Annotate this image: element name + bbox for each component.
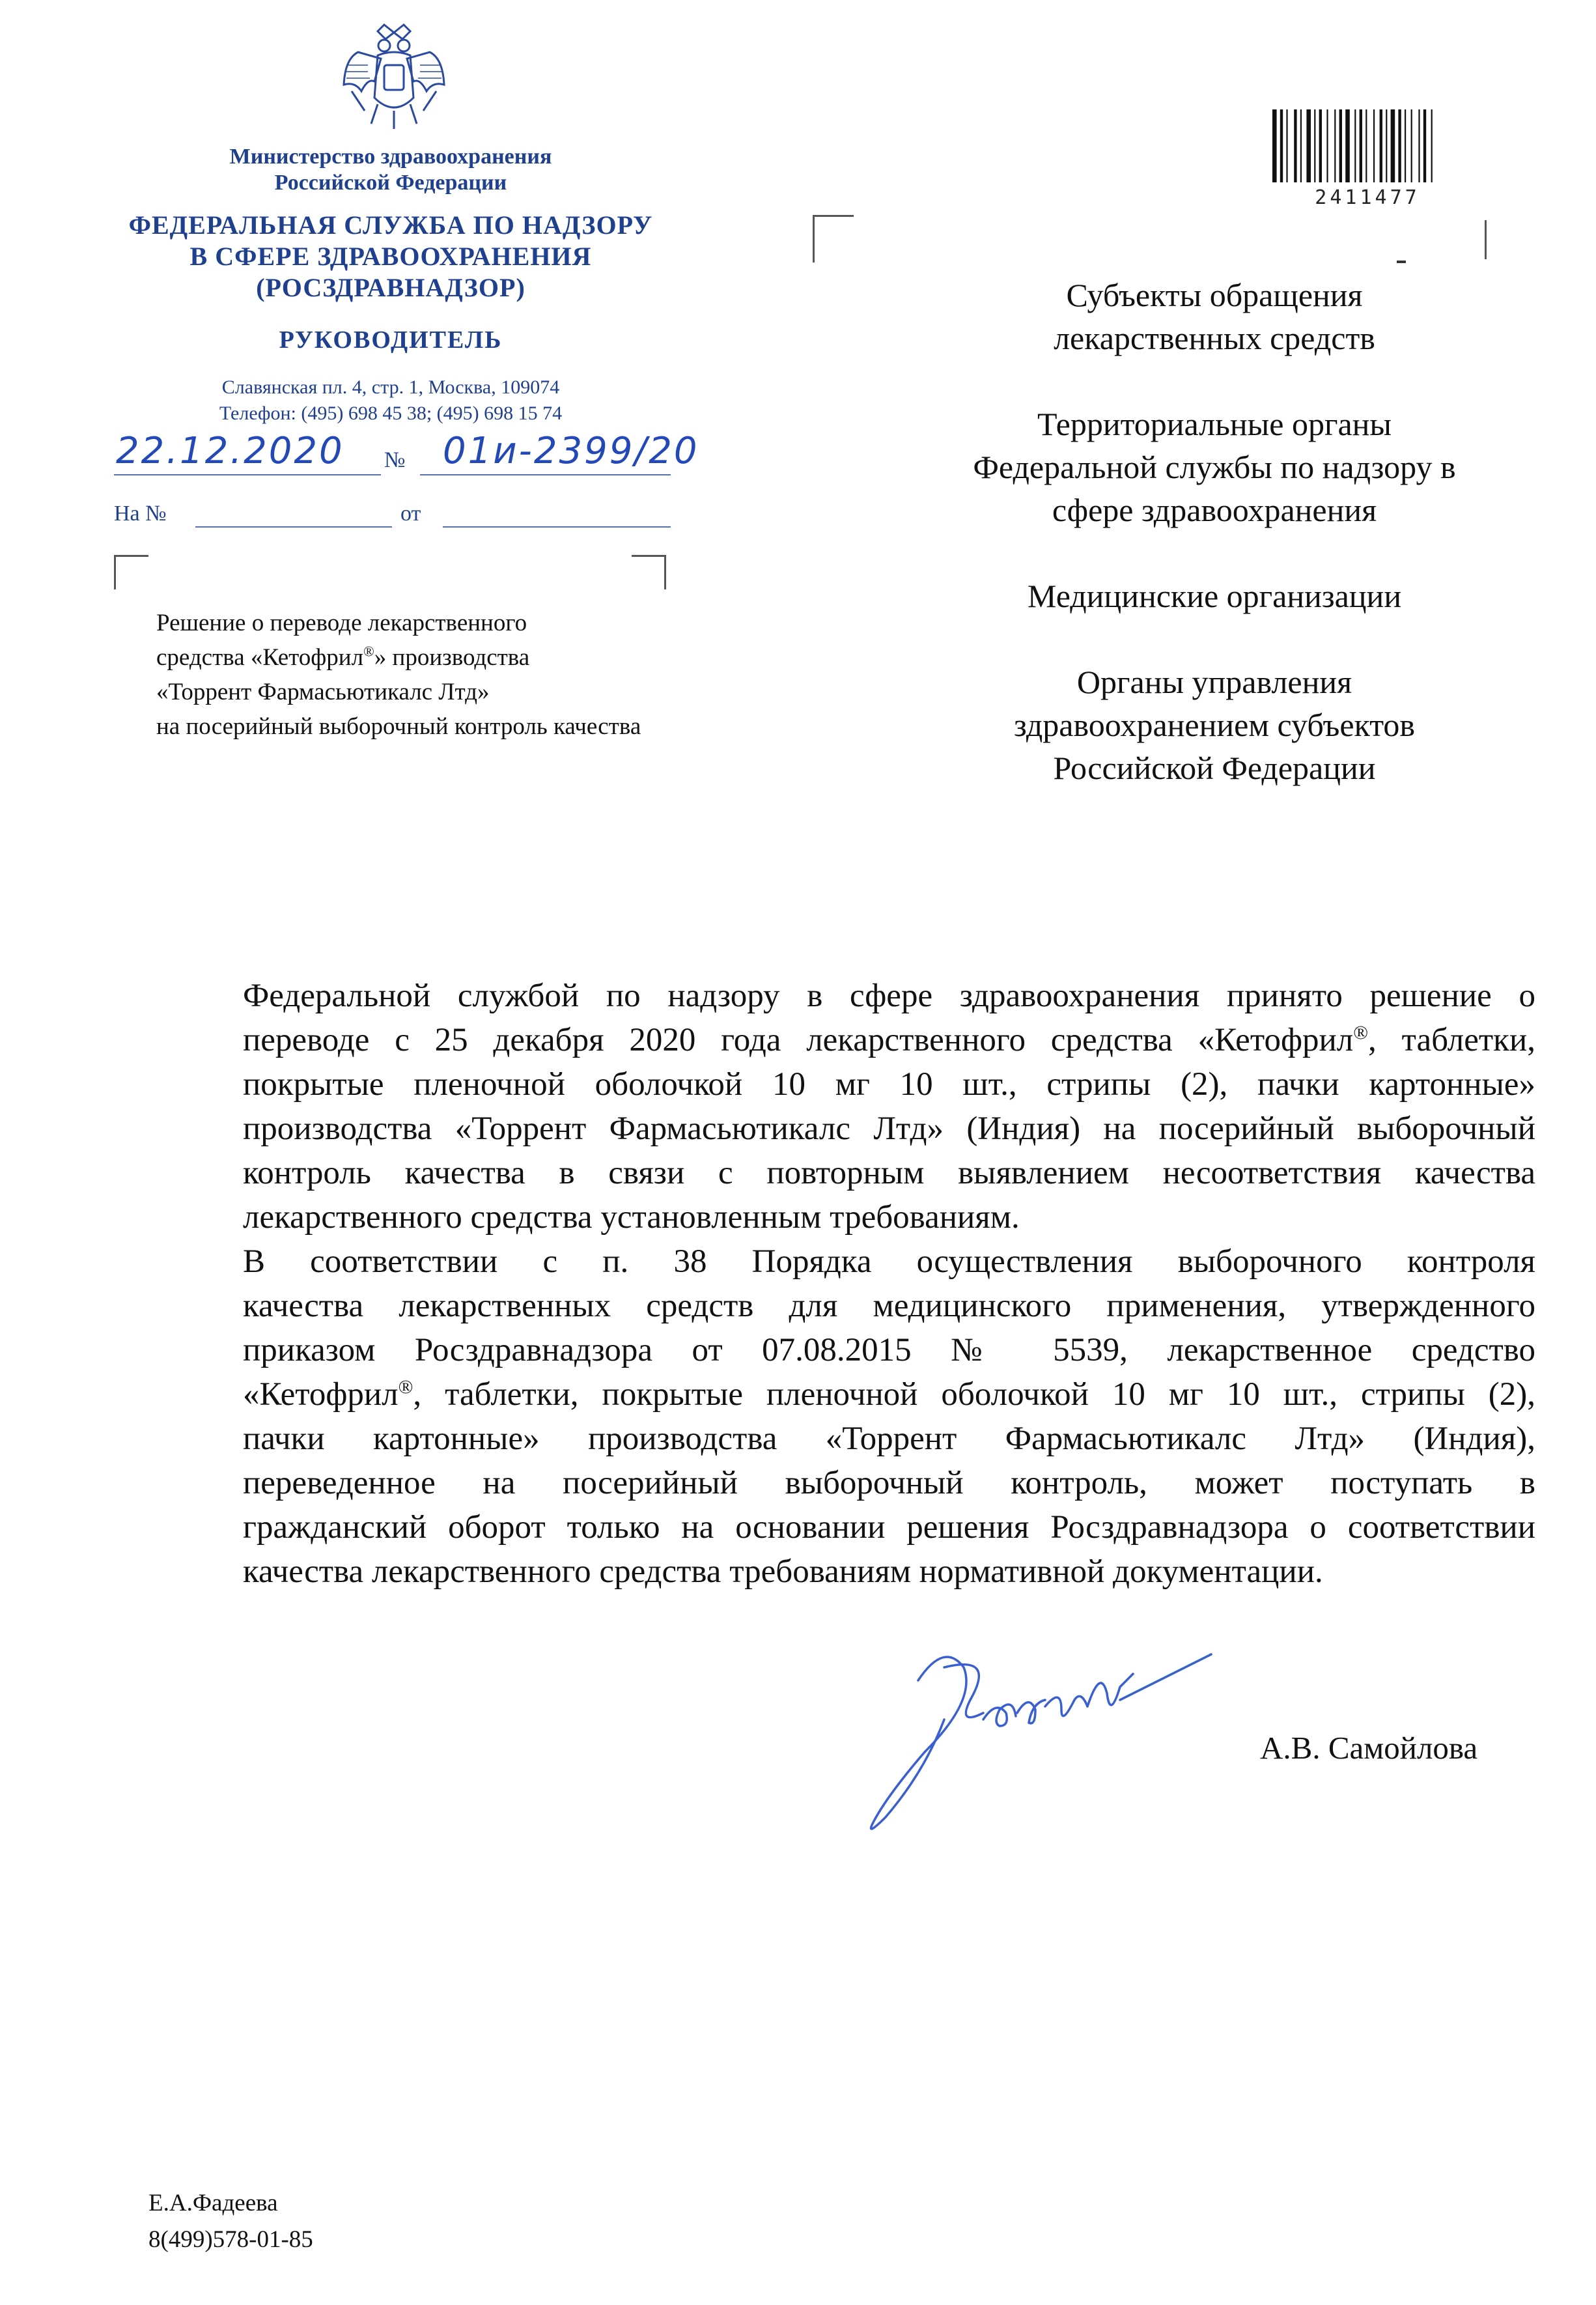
body-line: лекарственного средства установленным требованиям. — [243, 1199, 1020, 1236]
service-name-line1: ФЕДЕРАЛЬНАЯ СЛУЖБА ПО НАДЗОРУ — [128, 210, 653, 240]
executor-name: Е.А.Фадеева — [148, 2190, 278, 2216]
ministry-name-line2: Российской Федерации — [274, 171, 507, 195]
executor-info — [148, 2185, 313, 2258]
barcode-bar — [1314, 109, 1315, 182]
subject-line: на посерийный выборочный контроль качества — [156, 713, 641, 740]
subject — [156, 606, 807, 744]
barcode-bar — [1398, 109, 1401, 182]
addressee-line: Российской Федерации — [1053, 750, 1376, 786]
signer-name: А.В. Самойлова — [1260, 1730, 1478, 1766]
addressee-group — [873, 660, 1556, 789]
executor-phone: 8(499)578-01-85 — [148, 2226, 313, 2253]
body-line: переведенное на посерийный выборочный контроль, может поступать в — [243, 1465, 1535, 1501]
body-line: «Кетофрил®, таблетки, покрытые пленочной оболочкой 10 мг 10 шт., стрипы (2), — [243, 1376, 1535, 1413]
letter-body — [148, 974, 1535, 1594]
barcode-bar — [1286, 109, 1287, 182]
body-line: качества лекарственного средства требованиям нормативной документации. — [243, 1553, 1323, 1590]
barcode-bar — [1345, 109, 1350, 182]
barcode-bar — [1365, 109, 1367, 182]
registration-date: 22.12.2020 — [116, 430, 344, 472]
body-line: В соответствии с п. 38 Порядка осуществления выборочного контроля — [243, 1243, 1535, 1280]
address: Славянская пл. 4, стр. 1, Москва, 109074 — [221, 376, 560, 398]
barcode-bar — [1326, 109, 1328, 182]
corner-bracket-top-right — [632, 555, 666, 589]
body-line: гражданский оборот только на основании решения Росздравнадзора о соответствии — [243, 1509, 1535, 1546]
ref-from-label: от — [400, 502, 421, 526]
barcode-bar — [1391, 109, 1395, 182]
subject-line: средства «Кетофрил®» производства — [156, 643, 530, 671]
addressee-line: Территориальные органы — [1037, 406, 1392, 442]
body-line: Федеральной службой по надзору в сфере здравоохранения принято решение о — [243, 978, 1535, 1014]
registration-number: 01и-2399/20 — [443, 430, 699, 472]
corner-bracket-address-right — [1439, 220, 1487, 259]
barcode-bar — [1386, 109, 1387, 182]
service-name-line3: (РОСЗДРАВНАДЗОР) — [256, 273, 525, 302]
subject-line: «Торрент Фармасьютикалс Лтд» — [156, 679, 490, 705]
barcode-bar — [1431, 109, 1433, 182]
body-line: покрытые пленочной оболочкой 10 мг 10 шт., стрипы (2), пачки картонные» — [243, 1066, 1535, 1103]
barcode-bar — [1423, 109, 1426, 182]
subject-line: Решение о переводе лекарственного — [156, 610, 527, 636]
position-title: РУКОВОДИТЕЛЬ — [279, 326, 503, 354]
body-line: контроль качества в связи с повторным выявлением несоответствия качества — [243, 1155, 1535, 1191]
number-sign: № — [384, 448, 406, 472]
barcode-bar — [1319, 109, 1322, 182]
barcode-bar — [1354, 109, 1356, 182]
body-line: производства «Торрент Фармасьютикалс Лтд» (Индия) на посерийный выборочный — [243, 1110, 1535, 1147]
body-line: пачки картонные» производства «Торрент Фармасьютикалс Лтд» (Индия), — [243, 1421, 1535, 1457]
addressee-line: здравоохранением субъектов — [1013, 707, 1416, 743]
handwritten-signature — [847, 1628, 1263, 1837]
barcode-bar — [1280, 109, 1283, 182]
barcode-bar — [1405, 109, 1406, 182]
phone: Телефон: (495) 698 45 38; (495) 698 15 74 — [219, 403, 563, 424]
corner-bracket-address-left — [813, 215, 854, 262]
barcode-bar — [1418, 109, 1420, 182]
addressee-line: Субъекты обращения — [1066, 277, 1363, 313]
barcode-bar — [1272, 109, 1277, 182]
barcode — [1270, 109, 1465, 182]
body-paragraph — [148, 1239, 1535, 1594]
ministry-name-line1: Министерство здравоохранения — [229, 145, 552, 169]
coat-of-arms-icon — [339, 20, 449, 134]
addressee-line: сфере здравоохранения — [1052, 492, 1377, 528]
addressee-line: Медицинские организации — [1027, 578, 1402, 614]
date-underline — [114, 474, 381, 475]
body-paragraph — [148, 974, 1535, 1239]
ref-number-field — [195, 526, 392, 528]
barcode-bar — [1360, 109, 1362, 182]
barcode-number: 2411477 — [1315, 186, 1420, 209]
addressee-group — [873, 574, 1556, 617]
addressee-line: лекарственных средств — [1054, 320, 1375, 356]
barcode-bar — [1300, 109, 1302, 182]
ref-date-field — [443, 526, 671, 528]
barcode-bar — [1380, 109, 1382, 182]
addressee-group — [873, 274, 1556, 360]
barcode-bar — [1294, 109, 1296, 182]
barcode-bar — [1334, 109, 1336, 182]
number-underline — [420, 474, 671, 475]
barcode-bar — [1339, 109, 1342, 182]
addressee-group — [873, 403, 1556, 531]
barcode-bar — [1373, 109, 1375, 182]
barcode-bar — [1306, 109, 1311, 182]
body-line: приказом Росздравнадзора от 07.08.2015 № 5539, лекарственное средство — [243, 1332, 1535, 1368]
scan-mark — [1397, 261, 1406, 263]
body-line: переводе с 25 декабря 2020 года лекарственного средства «Кетофрил®, таблетки, — [243, 1022, 1535, 1058]
service-name-line2: В СФЕРЕ ЗДРАВООХРАНЕНИЯ — [189, 242, 592, 271]
addressee-line: Органы управления — [1076, 664, 1352, 700]
corner-bracket-top-left — [114, 555, 148, 589]
addressee-list — [873, 274, 1556, 789]
addressee-line: Федеральной службы по надзору в — [973, 449, 1456, 485]
ref-number-label: На № — [114, 502, 167, 526]
body-line: качества лекарственных средств для медицинского применения, утвержденного — [243, 1288, 1535, 1324]
barcode-bar — [1411, 109, 1412, 182]
